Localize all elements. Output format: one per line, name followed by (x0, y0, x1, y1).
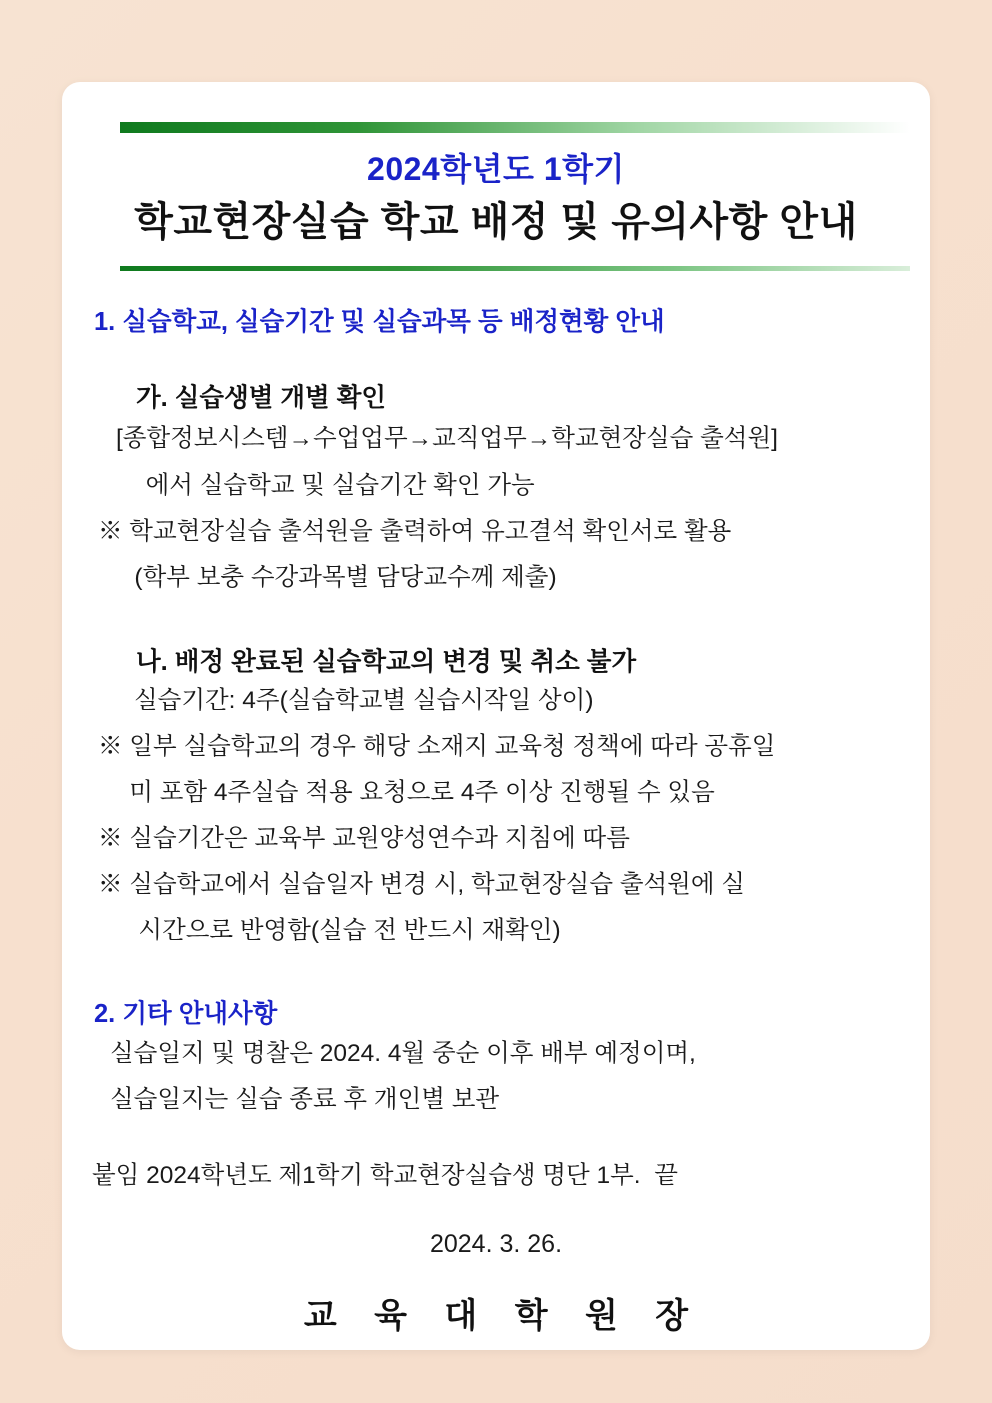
attachment-line: 붙임 2024학년도 제1학기 학교현장실습생 명단 1부. 끝 (92, 1162, 678, 1189)
section1-item-b-line-3: 미 포함 4주실습 적용 요청으로 4주 이상 진행될 수 있음 (102, 779, 715, 806)
section1-item-b-line-4: ※ 실습기간은 교육부 교원양성연수과 지침에 따름 (98, 825, 630, 852)
document-title-line1: 2024학년도 1학기 (367, 151, 625, 187)
document-page (62, 82, 930, 1350)
section1-item-a-line-3: ※ 학교현장실습 출석원을 출력하여 유고결석 확인서로 활용 (98, 518, 732, 545)
section1-item-a-line-4: (학부 보충 수강과목별 담당교수께 제출) (114, 564, 557, 591)
document-inner (62, 82, 930, 1350)
section1-item-a-label: 가. 실습생별 개별 확인 (136, 384, 387, 412)
section1-item-a-line-1: [종합정보시스템→수업업무→교직업무→학교현장실습 출석원] (116, 425, 778, 452)
section1-item-b-line-5: ※ 실습학교에서 실습일자 변경 시, 학교현장실습 출석원에 실 (98, 871, 745, 898)
section1-item-b-line-2: ※ 일부 실습학교의 경우 해당 소재지 교육청 정책에 따라 공휴일 (98, 733, 776, 760)
header-rule-bottom (120, 266, 910, 271)
section1-item-b-line-6: 시간으로 반영함(실습 전 반드시 재확인) (118, 917, 561, 944)
section2-heading: 2. 기타 안내사항 (94, 1000, 278, 1028)
document-date: 2024. 3. 26. (429, 1230, 563, 1258)
header-rule-top (120, 122, 910, 133)
section2-line-2: 실습일지는 실습 종료 후 개인별 보관 (110, 1086, 500, 1113)
document-title-line2: 학교현장실습 학교 배정 및 유의사항 안내 (134, 200, 858, 244)
section2-line-1: 실습일지 및 명찰은 2024. 4월 중순 이후 배부 예정이며, (110, 1040, 696, 1067)
section1-item-a-line-2: 에서 실습학교 및 실습기간 확인 가능 (132, 472, 535, 499)
section1-item-b-line-1: 실습기간: 4주(실습학교별 실습시작일 상이) (134, 687, 594, 714)
section1-heading: 1. 실습학교, 실습기간 및 실습과목 등 배정현황 안내 (94, 308, 665, 336)
section1-item-b-label: 나. 배정 완료된 실습학교의 변경 및 취소 불가 (136, 648, 637, 676)
document-signature: 교 육 대 학 원 장 (303, 1297, 703, 1335)
